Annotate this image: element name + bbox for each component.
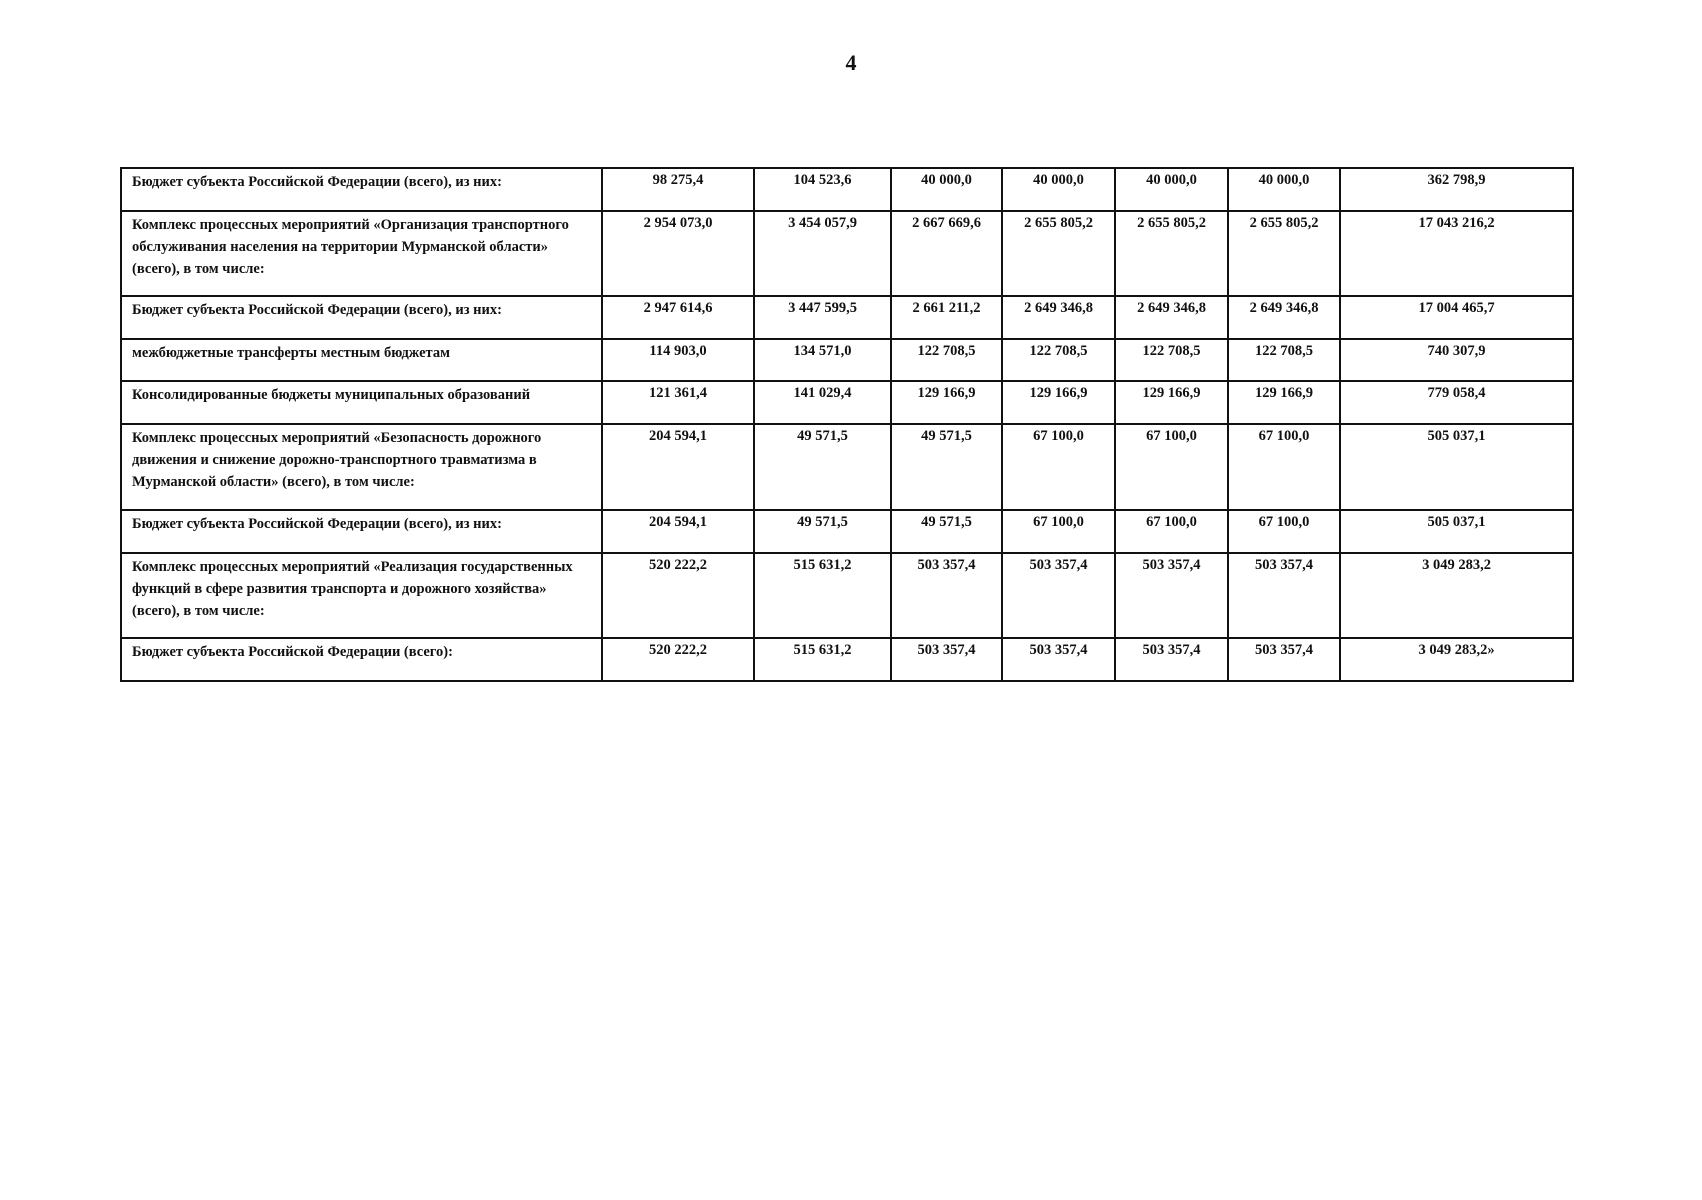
row-label: Бюджет субъекта Российской Федерации (всего), из них: [121,168,602,211]
total-cell: 3 049 283,2» [1340,638,1573,681]
value-cell: 141 029,4 [754,381,891,424]
value-cell: 520 222,2 [602,553,754,638]
value-cell: 2 655 805,2 [1002,211,1115,296]
value-cell: 503 357,4 [1115,638,1228,681]
table-row [121,381,1573,424]
row-label: Комплекс процессных мероприятий «Организация транспортного обслуживания населения на территории Мурманской области» (всего), в том числе: [121,211,602,296]
value-cell: 3 454 057,9 [754,211,891,296]
total-cell: 505 037,1 [1340,510,1573,553]
budget-table [120,167,1574,682]
value-cell: 67 100,0 [1115,424,1228,510]
row-label: межбюджетные трансферты местным бюджетам [121,339,602,381]
value-cell: 129 166,9 [1228,381,1340,424]
table-row [121,424,1573,510]
value-cell: 2 655 805,2 [1228,211,1340,296]
value-cell: 114 903,0 [602,339,754,381]
total-cell: 740 307,9 [1340,339,1573,381]
value-cell: 67 100,0 [1228,510,1340,553]
table-row [121,211,1573,296]
table-row [121,553,1573,638]
table-row [121,339,1573,381]
row-label: Комплекс процессных мероприятий «Безопасность дорожного движения и снижение дорожно-транспортного травматизма в Мурманской области» (всего), в том числе: [121,424,602,510]
total-cell: 505 037,1 [1340,424,1573,510]
value-cell: 503 357,4 [1002,553,1115,638]
total-cell: 779 058,4 [1340,381,1573,424]
value-cell: 134 571,0 [754,339,891,381]
row-label: Бюджет субъекта Российской Федерации (всего), из них: [121,296,602,339]
value-cell: 3 447 599,5 [754,296,891,339]
value-cell: 122 708,5 [1002,339,1115,381]
table-row [121,510,1573,553]
value-cell: 49 571,5 [891,424,1002,510]
value-cell: 520 222,2 [602,638,754,681]
value-cell: 122 708,5 [1228,339,1340,381]
value-cell: 204 594,1 [602,510,754,553]
value-cell: 40 000,0 [1228,168,1340,211]
value-cell: 204 594,1 [602,424,754,510]
table-row [121,296,1573,339]
value-cell: 129 166,9 [1002,381,1115,424]
value-cell: 2 667 669,6 [891,211,1002,296]
value-cell: 98 275,4 [602,168,754,211]
value-cell: 2 655 805,2 [1115,211,1228,296]
value-cell: 67 100,0 [1002,424,1115,510]
value-cell: 503 357,4 [1115,553,1228,638]
value-cell: 515 631,2 [754,638,891,681]
value-cell: 2 649 346,8 [1115,296,1228,339]
page-number: 4 [845,50,857,75]
value-cell: 2 947 614,6 [602,296,754,339]
value-cell: 49 571,5 [754,510,891,553]
value-cell: 2 649 346,8 [1228,296,1340,339]
row-label: Комплекс процессных мероприятий «Реализация государственных функций в сфере развития транспорта и дорожного хозяйства» (всего), в том числе: [121,553,602,638]
value-cell: 121 361,4 [602,381,754,424]
value-cell: 129 166,9 [891,381,1002,424]
table-row [121,638,1573,681]
value-cell: 503 357,4 [891,553,1002,638]
value-cell: 122 708,5 [891,339,1002,381]
total-cell: 17 004 465,7 [1340,296,1573,339]
value-cell: 49 571,5 [754,424,891,510]
value-cell: 67 100,0 [1115,510,1228,553]
row-label: Бюджет субъекта Российской Федерации (всего), из них: [121,510,602,553]
row-label: Консолидированные бюджеты муниципальных образований [121,381,602,424]
value-cell: 40 000,0 [1002,168,1115,211]
value-cell: 503 357,4 [1002,638,1115,681]
value-cell: 2 954 073,0 [602,211,754,296]
value-cell: 515 631,2 [754,553,891,638]
total-cell: 17 043 216,2 [1340,211,1573,296]
value-cell: 67 100,0 [1228,424,1340,510]
total-cell: 362 798,9 [1340,168,1573,211]
value-cell: 503 357,4 [1228,638,1340,681]
value-cell: 40 000,0 [891,168,1002,211]
total-cell: 3 049 283,2 [1340,553,1573,638]
value-cell: 67 100,0 [1002,510,1115,553]
value-cell: 49 571,5 [891,510,1002,553]
row-label: Бюджет субъекта Российской Федерации (всего): [121,638,602,681]
value-cell: 503 357,4 [1228,553,1340,638]
table-row [121,168,1573,211]
value-cell: 503 357,4 [891,638,1002,681]
value-cell: 122 708,5 [1115,339,1228,381]
value-cell: 104 523,6 [754,168,891,211]
value-cell: 2 661 211,2 [891,296,1002,339]
value-cell: 2 649 346,8 [1002,296,1115,339]
value-cell: 129 166,9 [1115,381,1228,424]
value-cell: 40 000,0 [1115,168,1228,211]
